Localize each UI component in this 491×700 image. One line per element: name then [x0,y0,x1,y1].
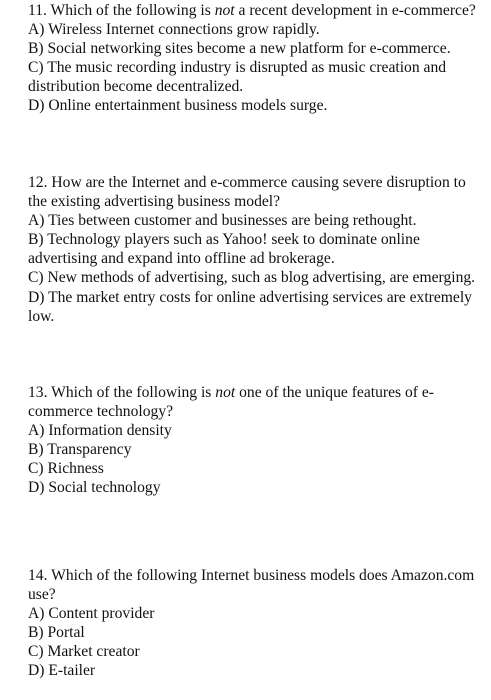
option-a: A) Content provider [28,605,155,623]
option-d: D) The market entry costs for online advertising services are extremely low. [28,288,472,325]
option-d: D) E-tailer [28,662,96,680]
option-d: D) Online entertainment business models surge. [28,97,328,115]
option-b: B) Transparency [28,441,132,459]
question-number: 14. [28,567,48,584]
option-a: A) Ties between customer and businesses are being rethought. [28,212,417,230]
option-c: C) Market creator [28,643,140,661]
option-d: D) Social technology [28,479,161,497]
question-number: 13. [28,384,48,401]
question-14 [28,566,480,681]
option-b: B) Portal [28,624,85,642]
question-number: 11. [28,2,47,19]
question-13 [28,383,480,498]
option-b: B) Social networking sites become a new platform for e-commerce. [28,40,451,58]
option-a: A) Information density [28,422,172,440]
question-11-stem: 11. Which of the following is not a recent development in e-commerce? [28,2,476,19]
option-c: C) The music recording industry is disrupted as music creation and distribution become decentralized. [28,59,447,96]
option-a: A) Wireless Internet connections grow rapidly. [28,21,320,39]
emphasis-not: not [215,384,236,401]
question-11 [28,1,480,116]
option-c: C) Richness [28,460,104,478]
emphasis-not: not [214,2,235,19]
question-14-stem: 14. Which of the following Internet business models does Amazon.com use? [28,567,475,604]
question-12 [28,173,480,326]
question-12-stem: 12. How are the Internet and e-commerce causing severe disruption to the existing advertising business model? [28,174,466,211]
question-number: 12. [28,174,48,191]
option-c: C) New methods of advertising, such as blog advertising, are emerging. [28,269,476,287]
option-b: B) Technology players such as Yahoo! seek to dominate online advertising and expand into offline ad brokerage. [28,231,420,268]
question-13-stem: 13. Which of the following is not one of the unique features of e-commerce technology? [28,384,434,421]
